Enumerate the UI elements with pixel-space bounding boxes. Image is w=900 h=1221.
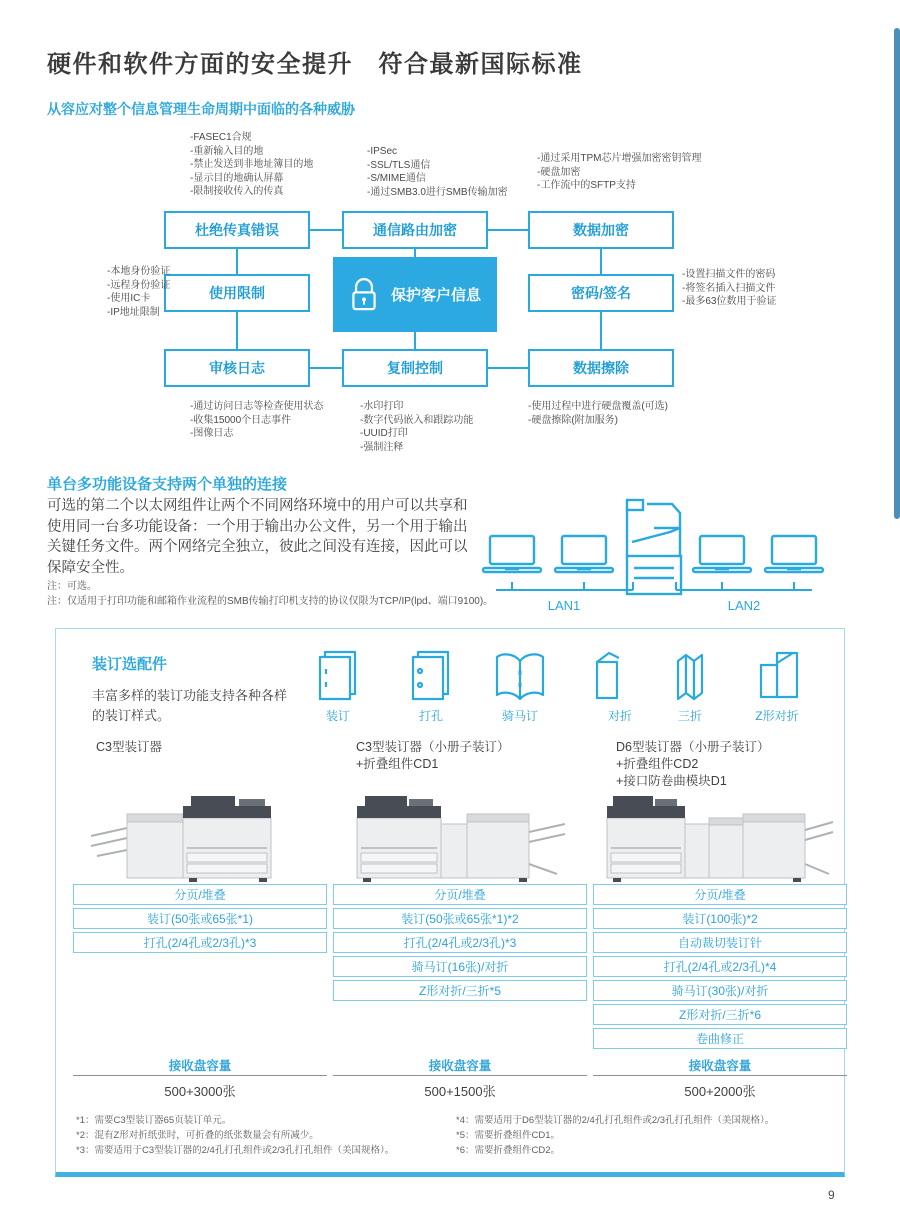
finishing-options-panel [55,628,845,1177]
footnote-line: *3：需要适用于C3型装订器的2/4孔打孔组件或2/3孔打孔组件（美国规格）。 [76,1145,395,1156]
icon-label-halffold: 对折 [607,709,632,723]
note-line: -最多63位数用于验证 [682,296,777,307]
note-line: -IPSec [367,146,398,157]
note-line: -水印打印 [360,401,404,412]
feature-row: 打孔(2/4孔或2/3孔)*4 [593,956,847,977]
note-line: -硬盘擦除(附加服务) [528,414,618,426]
feature-row: 卷曲修正 [593,1028,847,1049]
icon-label-punch: 打孔 [418,709,443,723]
finisher-heading: 装订选配件 [92,656,168,673]
erase-notes [528,400,668,427]
note-line: -UUID打印 [360,428,408,439]
note-line: -本地身份验证 [107,266,171,277]
note-line: -硬盘加密 [537,166,581,178]
feature-row: 装订(100张)*2 [593,908,847,929]
feature-row: Z形对折/三折*5 [333,980,587,1001]
footnotes-left [76,1113,394,1158]
capacity-label: 接收盘容量 [428,1059,492,1073]
security-section-heading: 从容应对整个信息管理生命周期中面临的各种威胁 [47,101,355,117]
icon-label-saddle: 骑马订 [501,709,538,723]
network-note-1: 注：可选。 [47,581,97,592]
printer-illustration-d6 [603,784,837,884]
footnote-line: *6：需要折叠组件CD2。 [456,1145,560,1156]
note-line: -IP地址限制 [107,306,160,318]
scrollbar-thumb[interactable] [894,28,900,519]
feature-row: 骑马订(16张)/对折 [333,956,587,977]
feature-row: Z形对折/三折*6 [593,1004,847,1025]
column-title: C3型装订器（小册子装订） [356,740,510,754]
capacity-value: 500+2000张 [684,1084,756,1099]
lan2-bracket [676,582,812,590]
note-line: -重新输入目的地 [190,145,264,157]
note-line: -限制接收传入的传真 [190,186,284,197]
note-line: -收集15000个日志事件 [190,414,292,426]
footnotes-right [456,1113,774,1158]
box-copy: 复制控制 [342,349,488,387]
connector-line [236,312,238,349]
capacity-rule [73,1075,327,1076]
note-line: -禁止发送到非地址簿目的地 [190,159,314,170]
finisher-column-c3-booklet [333,629,587,1178]
feature-row: 骑马订(30张)/对折 [593,980,847,1001]
connector-line [414,332,416,349]
note-line: -通过SMB3.0进行SMB传输加密 [367,186,508,198]
note-line: -SSL/TLS通信 [367,159,431,171]
box-protect-center [333,257,497,332]
laptop-icon [555,536,613,572]
usage-notes [107,265,170,319]
laptop-icon [483,536,541,572]
capacity-rule [333,1075,587,1076]
box-fax: 杜绝传真错误 [164,211,310,249]
fax-notes [190,131,313,199]
note-line: -使用IC卡 [107,293,151,304]
feature-row: 分页/堆叠 [333,884,587,905]
footnote-line: *2：混有Z形对折纸张时，可折叠的纸张数量会有所减少。 [76,1130,319,1141]
feature-row: 装订(50张或65张*1)*2 [333,908,587,929]
column-title: +接口防卷曲模块D1 [616,774,727,788]
printer-illustration-c3 [83,784,317,884]
icon-label-trifold: 三折 [677,709,702,723]
connector-line [488,229,528,231]
note-line: -使用过程中进行硬盘覆盖(可选) [528,401,668,412]
connector-line [600,312,602,349]
page-number: 9 [828,1188,835,1202]
encrypt-notes [537,152,701,193]
laptop-icon [765,536,823,572]
box-encrypt: 数据加密 [528,211,674,249]
lan1-label: LAN1 [547,598,581,613]
note-line: -将签名插入扫描文件 [682,282,776,294]
finisher-column-c3 [73,629,327,1178]
note-line: -工作流中的SFTP支持 [537,180,636,191]
note-line: -强制注释 [360,441,404,453]
network-section-heading: 单台多功能设备支持两个单独的连接 [47,476,288,493]
box-usage: 使用限制 [164,274,310,312]
mfp-printer-icon [627,500,681,594]
lock-icon [349,276,379,314]
network-diagram [472,486,862,614]
center-box-label: 保护客户信息 [390,287,481,304]
finisher-body-line1: 丰富多样的装订功能支持各种各样 [92,688,288,703]
network-body: 可选的第二个以太网组件让两个不同网络环境中的用户可以共享和使用同一台多功能设备：一个用于输出办公文件，另一个用于输出关键任务文件。两个网络完全独立，彼此之间没有连接，因此可以保障安全性。 [47,498,468,576]
icon-label-staple: 装订 [325,709,350,723]
connector-line [600,249,602,274]
icon-label-zfold: Z形对折 [755,709,799,723]
capacity-label: 接收盘容量 [168,1059,232,1073]
footnote-line: *1：需要C3型装订器65页装订单元。 [76,1115,232,1126]
box-route: 通信路由加密 [342,211,488,249]
note-line: -远程身份验证 [107,279,171,291]
note-line: -显示目的地确认屏幕 [190,172,284,184]
feature-row: 分页/堆叠 [73,884,327,905]
sign-notes [682,268,776,309]
column-title: C3型装订器 [96,740,162,754]
box-sign: 密码/签名 [528,274,674,312]
footnote-line: *5：需要折叠组件CD1。 [456,1130,560,1141]
feature-row: 打孔(2/4孔或2/3孔)*3 [333,932,587,953]
note-line: -通过访问日志等检查使用状态 [190,401,324,412]
lan1-bracket [496,582,633,590]
note-line: -数字代码嵌入和跟踪功能 [360,414,474,426]
finisher-column-d6 [593,629,847,1178]
audit-notes [190,400,323,441]
connector-line [236,249,238,274]
capacity-label: 接收盘容量 [688,1059,752,1073]
note-line: -通过采用TPM芯片增强加密密钥管理 [537,153,702,164]
copy-notes [360,400,473,454]
column-title: +折叠组件CD1 [356,757,439,771]
network-note-2: 注：仅适用于打印功能和邮箱作业流程的SMB传输打印机支持的协议仅限为TCP/IP(lpd、端口9100)。 [47,596,494,607]
feature-row: 自动裁切装订针 [593,932,847,953]
connector-line [310,367,342,369]
connector-line [310,229,342,231]
connector-line [488,367,528,369]
capacity-rule [593,1075,847,1076]
feature-row: 装订(50张或65张*1) [73,908,327,929]
lan2-label: LAN2 [727,598,761,613]
page-title: 硬件和软件方面的安全提升 符合最新国际标准 [47,51,583,78]
printer-illustration-c3-booklet [343,784,577,884]
capacity-value: 500+3000张 [164,1084,236,1099]
note-line: -图像日志 [190,428,234,439]
note-line: -FASEC1合规 [190,132,252,143]
finisher-body-line2: 的装订样式。 [92,708,171,723]
note-line: -设置扫描文件的密码 [682,269,776,280]
feature-row: 打孔(2/4孔或2/3孔)*3 [73,932,327,953]
connector-line [414,249,416,257]
note-line: -S/MIME通信 [367,173,426,184]
column-title: +折叠组件CD2 [616,757,699,771]
box-erase: 数据擦除 [528,349,674,387]
route-notes [367,145,508,199]
column-title: D6型装订器（小册子装订） [616,740,770,754]
box-audit: 审核日志 [164,349,310,387]
laptop-icon [693,536,751,572]
feature-row: 分页/堆叠 [593,884,847,905]
footnote-line: *4：需要适用于D6型装订器的2/4孔打孔组件或2/3孔打孔组件（美国规格）。 [456,1115,775,1126]
capacity-value: 500+1500张 [424,1084,496,1099]
